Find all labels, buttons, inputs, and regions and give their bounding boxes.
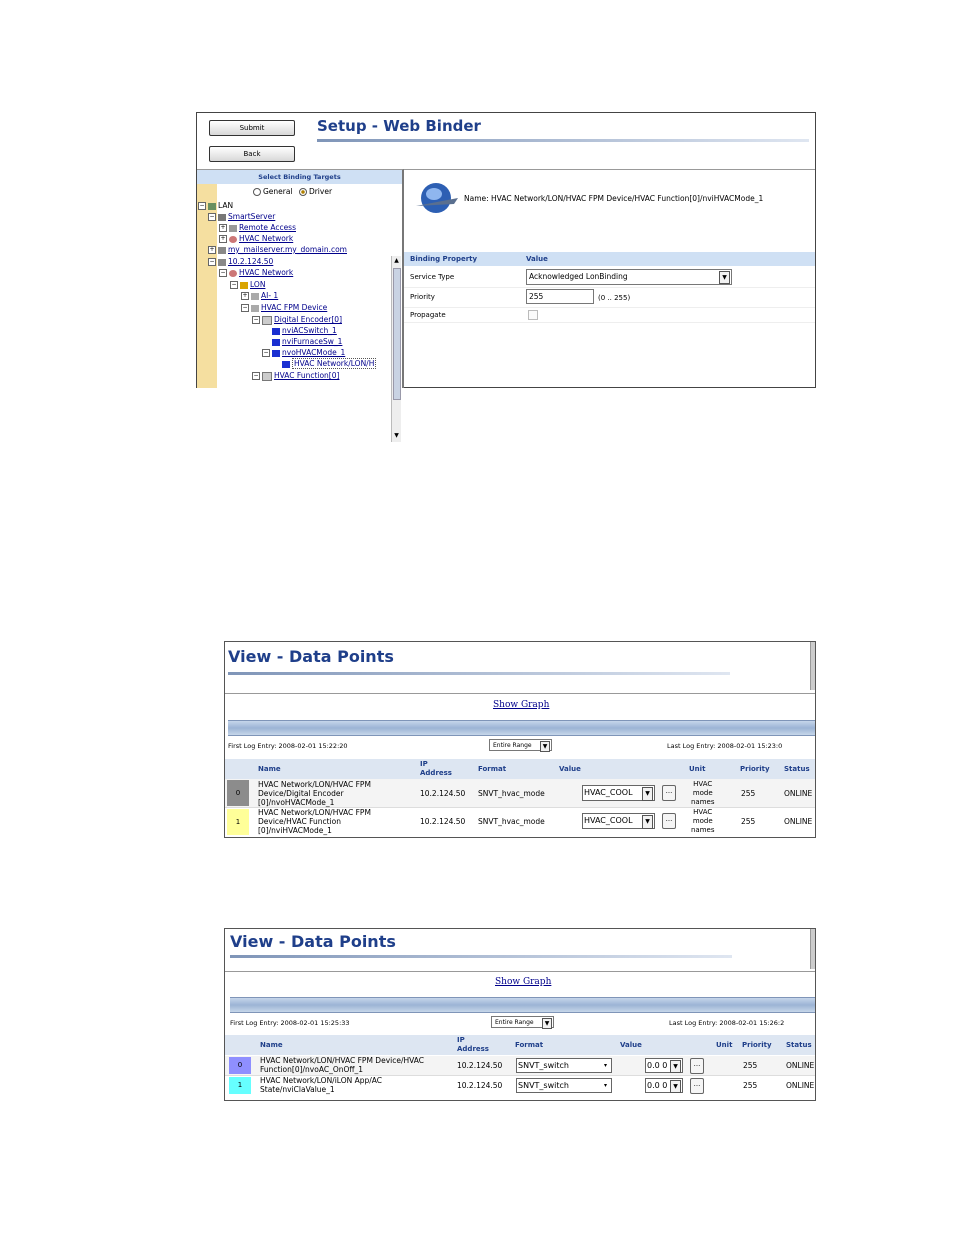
page-title: View - Data Points	[230, 932, 396, 951]
show-graph-link[interactable]: Show Graph	[493, 700, 550, 710]
server-icon	[218, 214, 226, 221]
col-format: Format	[478, 765, 507, 773]
web-binder-panel	[196, 112, 816, 439]
col-priority: Priority	[740, 765, 770, 773]
globe-icon	[229, 270, 237, 277]
scroll-up-icon[interactable]: ▲	[394, 257, 399, 264]
data-points-panel-1	[224, 641, 816, 838]
first-log-entry: First Log Entry: 2008-02-01 15:22:20	[228, 742, 348, 750]
back-button[interactable]: Back	[209, 146, 295, 162]
last-log-entry: Last Log Entry: 2008-02-01 15:26:2	[669, 1019, 785, 1027]
chevron-down-icon[interactable]: ▾	[603, 1062, 607, 1069]
tree-node-nvi-furnace[interactable]: nviFurnaceSw_1	[272, 337, 342, 346]
binding-name: Name: HVAC Network/LON/HVAC FPM Device/HVAC Function[0]/nviHVACMode_1	[464, 194, 764, 203]
tree-node-nvo-hvac-mode[interactable]: − nvoHVACMode_1	[263, 348, 346, 357]
table-row[interactable]	[225, 779, 815, 808]
propagate-checkbox[interactable]	[528, 310, 538, 320]
format-text: SNVT_switch	[518, 1081, 569, 1090]
tree-node-mailserver[interactable]: + my_mailserver.my_domain.com	[209, 245, 347, 254]
row-status: ONLINE	[786, 1061, 815, 1070]
tree-node-digital-encoder[interactable]: − Digital Encoder[0]	[253, 315, 342, 324]
submit-button[interactable]: Submit	[209, 120, 295, 136]
value-text: 0.0 0	[647, 1081, 668, 1090]
col-value: Value	[620, 1041, 642, 1049]
binding-properties-pane	[404, 169, 815, 388]
tree-node-hvac-network-1[interactable]: + HVAC Network	[220, 234, 294, 243]
row-priority: 255	[741, 817, 756, 826]
col-name: Name	[260, 1041, 283, 1049]
device-icon	[218, 259, 226, 266]
propagate-label: Propagate	[410, 311, 446, 319]
remote-icon	[229, 225, 237, 232]
target-mode-radios	[253, 187, 332, 196]
value-text: HVAC_COOL	[584, 788, 633, 797]
col-binding-property: Binding Property	[410, 255, 478, 263]
row-priority: 255	[743, 1061, 758, 1070]
col-format: Format	[515, 1041, 544, 1049]
row-status: ONLINE	[784, 817, 813, 826]
priority-input[interactable]	[526, 289, 594, 304]
value-text: 0.0 0	[647, 1061, 668, 1070]
value-select[interactable]	[645, 1058, 683, 1073]
edit-button[interactable]: ...	[690, 1058, 704, 1074]
col-status: Status	[784, 765, 810, 773]
range-select[interactable]	[489, 739, 552, 751]
device-node-icon	[251, 305, 259, 312]
table-header	[225, 1035, 815, 1055]
format-select[interactable]	[516, 1058, 612, 1073]
scroll-down-icon[interactable]: ▼	[394, 432, 399, 439]
row-format: SNVT_hvac_mode	[478, 817, 545, 826]
row-name: HVAC Network/LON/HVAC FPM Device/HVAC Function [0]/nviHVACMode_1	[258, 808, 371, 835]
radio-general-label: General	[263, 187, 293, 196]
tree-node-lan[interactable]: − LAN	[199, 201, 234, 210]
tree-node-ip[interactable]: − 10.2.124.50	[209, 257, 274, 266]
edit-button[interactable]: ...	[662, 813, 676, 829]
scroll-thumb[interactable]	[393, 268, 401, 400]
row-unit: HVAC mode names	[691, 808, 715, 834]
first-log-entry: First Log Entry: 2008-02-01 15:25:33	[230, 1019, 350, 1027]
row-format: SNVT_hvac_mode	[478, 789, 545, 798]
title-rule	[230, 955, 732, 958]
priority-range: (0 .. 255)	[598, 294, 631, 302]
tree-node-hvac-network-2[interactable]: − HVAC Network	[220, 268, 294, 277]
row-status: ONLINE	[786, 1081, 815, 1090]
col-address: Address	[420, 769, 452, 777]
priority-value: 255	[529, 292, 544, 301]
table-row[interactable]	[225, 1056, 815, 1076]
edit-button[interactable]: ...	[690, 1078, 704, 1094]
row-unit: HVAC mode names	[691, 780, 715, 806]
binding-grid-header	[404, 252, 815, 266]
mail-server-icon	[218, 247, 226, 254]
radio-general[interactable]	[253, 188, 261, 196]
tree-scrollbar[interactable]	[391, 256, 401, 442]
format-select[interactable]	[516, 1078, 612, 1093]
chevron-down-icon[interactable]: ▼	[670, 1080, 681, 1093]
radio-driver[interactable]	[299, 188, 307, 196]
row-ip: 10.2.124.50	[420, 817, 466, 826]
block-icon	[262, 316, 272, 325]
chevron-down-icon[interactable]: ▼	[642, 787, 653, 801]
row-name: HVAC Network/LON/HVAC FPM Device/HVAC Function[0]/nvoAC_OnOff_1	[260, 1056, 425, 1074]
tree-node-hvac-fpm[interactable]: − HVAC FPM Device	[242, 303, 328, 312]
binding-targets-header: Select Binding Targets	[197, 170, 402, 184]
row-name: HVAC Network/LON/iLON App/AC State/nviClaValue_1	[260, 1076, 383, 1094]
format-text: SNVT_switch	[518, 1061, 569, 1070]
page-title: View - Data Points	[228, 647, 394, 666]
network-icon	[208, 203, 216, 210]
chevron-down-icon[interactable]: ▾	[603, 1082, 607, 1089]
tree-node-nvi-ac-switch[interactable]: nviACSwitch_1	[272, 326, 337, 335]
row-index: 0	[229, 1057, 251, 1074]
col-ip: IP	[457, 1036, 465, 1044]
chevron-down-icon[interactable]: ▼	[670, 1060, 681, 1073]
edit-button[interactable]: ...	[662, 785, 676, 801]
tree-node-remote-access[interactable]: + Remote Access	[220, 223, 296, 232]
graph-band	[228, 720, 815, 736]
table-row[interactable]	[225, 808, 815, 836]
row-name: HVAC Network/LON/HVAC FPM Device/Digital Encoder [0]/nvoHVACMode_1	[258, 780, 371, 807]
priority-label: Priority	[410, 293, 435, 301]
col-ip: IP	[420, 760, 428, 768]
row-status: ONLINE	[784, 789, 813, 798]
col-value: Value	[526, 255, 548, 263]
tree-node-lon[interactable]: − LON	[231, 280, 266, 289]
row-ip: 10.2.124.50	[420, 789, 466, 798]
chevron-down-icon[interactable]: ▼	[642, 815, 653, 829]
output-dp-icon	[272, 350, 280, 357]
col-address: Address	[457, 1045, 489, 1053]
row-priority: 255	[741, 789, 756, 798]
value-select[interactable]	[645, 1078, 683, 1093]
col-unit: Unit	[689, 765, 706, 773]
tree-node-smartserver[interactable]: − SmartServer	[209, 212, 276, 221]
last-log-entry: Last Log Entry: 2008-02-01 15:23:0	[667, 742, 783, 750]
graph-band	[230, 997, 815, 1013]
tree-node-ai1[interactable]: + AI- 1	[242, 291, 279, 300]
row-ip: 10.2.124.50	[457, 1081, 503, 1090]
device-node-icon	[251, 293, 259, 300]
panel-scrollbar[interactable]	[810, 642, 815, 690]
row-index: 1	[229, 1077, 251, 1094]
chevron-down-icon[interactable]: ▼	[542, 1018, 552, 1029]
data-points-panel-2	[224, 928, 816, 1101]
range-value: Entire Range	[493, 742, 532, 749]
panel-scrollbar[interactable]	[810, 929, 815, 969]
lon-icon	[240, 282, 248, 289]
show-graph-link[interactable]: Show Graph	[495, 977, 552, 987]
chevron-down-icon[interactable]: ▼	[540, 741, 550, 752]
value-select[interactable]	[582, 813, 655, 829]
col-name: Name	[258, 765, 281, 773]
col-status: Status	[786, 1041, 812, 1049]
globe-icon	[229, 236, 237, 243]
chevron-down-icon[interactable]: ▼	[719, 271, 730, 284]
row-index: 1	[227, 809, 249, 835]
service-type-select[interactable]	[526, 269, 732, 285]
col-unit: Unit	[716, 1041, 733, 1049]
row-index: 0	[227, 780, 249, 806]
block-icon	[262, 372, 272, 381]
tree-node-hvac-target[interactable]: HVAC Network/LON/H	[282, 359, 376, 368]
table-row[interactable]	[225, 1076, 815, 1095]
table-header	[225, 759, 815, 779]
title-rule	[317, 139, 809, 142]
binder-globe-icon	[414, 180, 460, 216]
title-rule	[228, 672, 730, 675]
col-priority: Priority	[742, 1041, 772, 1049]
col-value: Value	[559, 765, 581, 773]
binding-icon	[282, 361, 290, 368]
row-priority: 255	[743, 1081, 758, 1090]
range-select[interactable]	[491, 1016, 554, 1028]
row-ip: 10.2.124.50	[457, 1061, 503, 1070]
service-type-label: Service Type	[410, 273, 455, 281]
service-type-value: Acknowledged LonBinding	[529, 272, 628, 281]
range-value: Entire Range	[495, 1019, 534, 1026]
value-text: HVAC_COOL	[584, 816, 633, 825]
tree-node-hvac-function[interactable]: − HVAC Function[0]	[253, 371, 340, 380]
radio-driver-label: Driver	[308, 187, 333, 196]
value-select[interactable]	[582, 785, 655, 801]
input-dp-icon	[272, 339, 280, 346]
binding-targets-pane	[197, 169, 404, 439]
page-title: Setup - Web Binder	[317, 117, 481, 135]
input-dp-icon	[272, 328, 280, 335]
